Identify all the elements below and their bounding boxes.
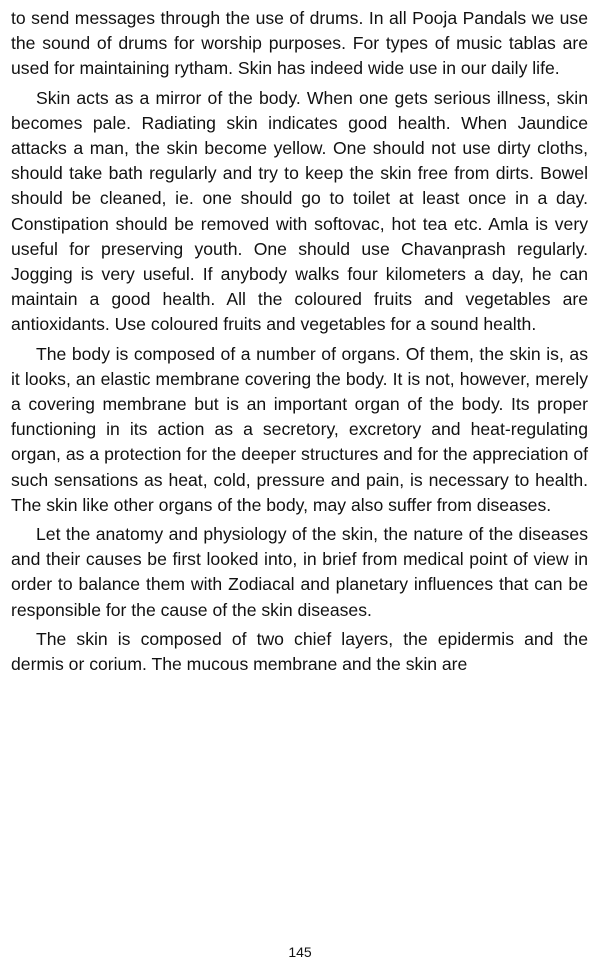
- paragraph-skin-mirror: Skin acts as a mirror of the body. When one gets serious illness, skin becomes pale. Radiating skin indicates good health. When Jaundice attacks a man, the skin become yellow. One should not use dirty cloths, should take bath regularly and try to keep the skin free from dirts. Bowel should be cleaned, ie. one should go to toilet at least once in a day. Constipation should be removed with softovac, hot tea etc. Amla is very useful for preserving youth. One should use Chavanprash regularly. Jogging is very useful. If anybody walks four kilometers a day, he can maintain a good health. All the coloured fruits and vegetables are antioxidants. Use coloured fruits and vegetables for a sound health.: [11, 87, 588, 335]
- paragraph-body-organs: The body is composed of a number of organs. Of them, the skin is, as it looks, an elastic membrane covering the body. It is not, however, merely a covering membrane but is an important organ of the body. Its proper functioning in its action as a secretory, excretory and heat-regulating organ, as a protection for the deeper structures and for the appreciation of such sensations as heat, cold, pressure and pain, is necessary to health. The skin like other organs of the body, may also suffer from diseases.: [11, 343, 588, 515]
- page-number: 145: [288, 944, 312, 960]
- paragraph-anatomy: Let the anatomy and physiology of the skin, the nature of the diseases and their causes be first looked into, in brief from medical point of view in order to balance them with Zodiacal and planetary influences that can be responsible for the cause of the skin diseases.: [11, 524, 588, 620]
- paragraph-skin-layers: The skin is composed of two chief layers, the epidermis and the dermis or corium. The mucous membrane and the skin are: [11, 628, 588, 675]
- body-text: [11, 6, 588, 681]
- paragraph-continuation: to send messages through the use of drums. In all Pooja Pandals we use the sound of drums for worship purposes. For types of music tablas are used for maintaining rytham. Skin has indeed wide use in our daily life.: [11, 8, 588, 79]
